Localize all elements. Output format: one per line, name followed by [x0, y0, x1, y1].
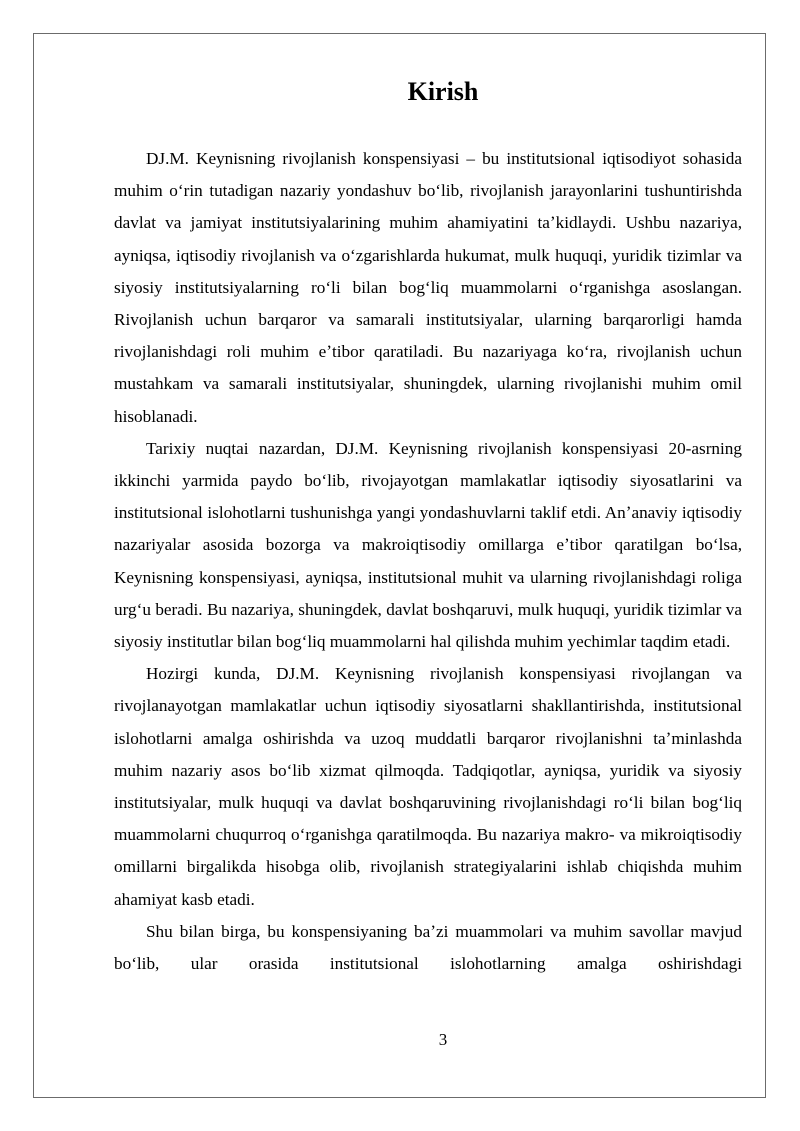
paragraph-2: Tarixiy nuqtai nazardan, DJ.M. Keynisning rivojlanish konspensiyasi 20-asrning ikkinchi yarmida paydo boʻlib, rivojayotgan mamlakatlar iqtisodiy siyosatlarini va institutsional islohotlarni tushunishga yangi yondashuvlarni taklif etdi. Anʼanaviy iqtisodiy nazariyalar asosida bozorga va makroiqtisodiy omillarga eʼtibor qaratilgan boʻlsa, Keynisning konspensiyasi, ayniqsa, institutsional muhit va ularning rivojlanishdagi roliga urgʻu beradi. Bu nazariya, shuningdek, davlat boshqaruvi, mulk huquqi, yuridik tizimlar va siyosiy institutlar bilan bogʻliq muammolarni hal qilishda muhim yechimlar taqdim etadi.: [114, 438, 742, 652]
document-body: [114, 143, 742, 980]
page-number: 3: [438, 1030, 448, 1049]
paragraph-4: Shu bilan birga, bu konspensiyaning baʼzi muammolari va muhim savollar mavjud boʻlib, ular orasida institutsional islohotlarning amalga oshirishdagi: [114, 921, 742, 974]
page-title: Kirish: [407, 77, 479, 106]
paragraph-1: DJ.M. Keynisning rivojlanish konspensiyasi – bu institutsional iqtisodiyot sohasida muhim oʻrin tutadigan nazariy yondashuv boʻlib, rivojlanish jarayonlarini tushuntirishda davlat va jamiyat institutsiyalarining muhim ahamiyatini taʼkidlaydi. Ushbu nazariya, ayniqsa, iqtisodiy rivojlanish va oʻzgarishlarda hukumat, mulk huquqi, yuridik tizimlar va siyosiy institutsiyalarning roʻli bilan bogʻliq muammolarni oʻrganishga asoslangan. Rivojlanish uchun barqaror va samarali institutsiyalar, ularning barqarorligi hamda rivojlanishdagi roli muhim eʼtibor qaratiladi. Bu nazariyaga koʻra, rivojlanish uchun mustahkam va samarali institutsiyalar, shuningdek, ularning rivojlanishi muhim omil hisoblanadi.: [114, 149, 742, 426]
paragraph-3: Hozirgi kunda, DJ.M. Keynisning rivojlanish konspensiyasi rivojlangan va rivojlanayotgan mamlakatlar uchun iqtisodiy siyosatlarni shakllantirishda, institutsional islohotlarni amalga oshirishda va uzoq muddatli barqaror rivojlanishni taʼminlashda muhim nazariy asos boʻlib xizmat qilmoqda. Tadqiqotlar, ayniqsa, yuridik va siyosiy institutsiyalar, mulk huquqi va davlat boshqaruvining rivojlanishdagi roʻli bilan bogʻliq muammolarni chuqurroq oʻrganishga qaratilmoqda. Bu nazariya makro- va mikroiqtisodiy omillarni birgalikda hisobga olib, rivojlanish strategiyalarini ishlab chiqishda muhim ahamiyat kasb etadi.: [114, 664, 742, 909]
